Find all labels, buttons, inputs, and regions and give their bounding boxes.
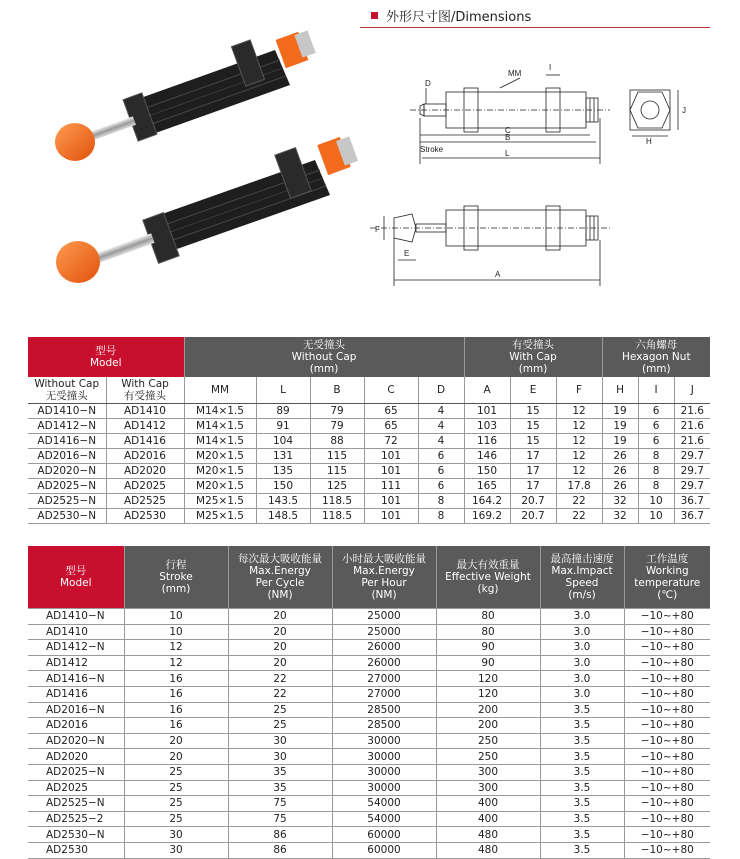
table-cell: 21.6 (674, 404, 710, 419)
table-cell: AD1412−N (28, 640, 124, 656)
table-cell: 22 (228, 686, 332, 702)
table-cell: −10~+80 (624, 780, 710, 796)
header-divider (360, 27, 710, 28)
table-cell: 6 (638, 419, 674, 434)
table-cell: AD1410 (106, 404, 184, 419)
table-cell: 25000 (332, 624, 436, 640)
t1-col-mm: MM (184, 377, 256, 404)
table-cell: AD2530−N (28, 827, 124, 843)
shock-absorber-top (55, 30, 316, 161)
table-cell: 35 (228, 764, 332, 780)
table-cell: 79 (310, 419, 364, 434)
t1-col-j: J (674, 377, 710, 404)
table-cell: 8 (638, 479, 674, 494)
table-cell: 165 (464, 479, 510, 494)
t1-col-f: F (556, 377, 602, 404)
table-cell: 101 (364, 509, 418, 524)
table-cell: 90 (436, 640, 540, 656)
t1-col-l: L (256, 377, 310, 404)
table-cell: 400 (436, 796, 540, 812)
table-cell: 12 (124, 655, 228, 671)
table-cell: 116 (464, 434, 510, 449)
t2-energy-hour-header: 小时最大吸收能量 Max.Energy Per Hour (NM) (332, 546, 436, 609)
table-cell: AD1416−N (28, 434, 106, 449)
table-cell: 3.5 (540, 749, 624, 765)
table-cell: 75 (228, 796, 332, 812)
table-cell: 3.0 (540, 640, 624, 656)
table-cell: M14×1.5 (184, 404, 256, 419)
label-a: A (495, 270, 501, 279)
table-cell: −10~+80 (624, 749, 710, 765)
drawing-top-view (410, 75, 678, 164)
t2-energy-cycle-header: 每次最大吸收能量 Max.Energy Per Cycle (NM) (228, 546, 332, 609)
table-cell: −10~+80 (624, 733, 710, 749)
table-cell: 20 (228, 655, 332, 671)
table-cell: 30 (228, 749, 332, 765)
table-cell: 80 (436, 624, 540, 640)
table-row (28, 434, 710, 449)
table-cell: −10~+80 (624, 686, 710, 702)
table-cell: 36.7 (674, 494, 710, 509)
t1-col-b: B (310, 377, 364, 404)
table-cell: 22 (556, 509, 602, 524)
table-cell: 6 (418, 464, 464, 479)
table-row (28, 827, 710, 843)
table-cell: 30 (228, 733, 332, 749)
table-cell: 300 (436, 780, 540, 796)
table-cell: 30000 (332, 749, 436, 765)
table-cell: 30000 (332, 733, 436, 749)
table-cell: 120 (436, 671, 540, 687)
table-cell: 35 (228, 780, 332, 796)
table-cell: AD2530−N (28, 509, 106, 524)
table-cell: 480 (436, 827, 540, 843)
table-cell: 4 (418, 419, 464, 434)
table-row (28, 449, 710, 464)
table-cell: 8 (638, 449, 674, 464)
table-cell: 29.7 (674, 464, 710, 479)
table-cell: 3.0 (540, 655, 624, 671)
table-cell: 3.5 (540, 764, 624, 780)
table-row (28, 780, 710, 796)
shock-absorber-product-image (40, 30, 360, 320)
table-cell: 120 (436, 686, 540, 702)
table-cell: 16 (124, 702, 228, 718)
table-cell: AD2525 (106, 494, 184, 509)
table-row (28, 655, 710, 671)
drawing-bottom-view (370, 206, 610, 286)
table-cell: 6 (418, 449, 464, 464)
table-cell: 21.6 (674, 434, 710, 449)
table-cell: M20×1.5 (184, 449, 256, 464)
table-cell: 135 (256, 464, 310, 479)
table-cell: 200 (436, 702, 540, 718)
table-cell: 21.6 (674, 419, 710, 434)
table-cell: 101 (464, 404, 510, 419)
table-cell: 25000 (332, 609, 436, 625)
table-cell: 91 (256, 419, 310, 434)
table-cell: 8 (418, 509, 464, 524)
table-cell: 169.2 (464, 509, 510, 524)
label-h: H (646, 137, 652, 146)
table-cell: 10 (638, 509, 674, 524)
dimensions-table (28, 337, 710, 524)
table-cell: 150 (256, 479, 310, 494)
table-cell: 25 (124, 780, 228, 796)
table-row (28, 479, 710, 494)
t2-weight-header: 最大有效重量 Effective Weight (kg) (436, 546, 540, 609)
table-row (28, 764, 710, 780)
table-cell: 115 (310, 464, 364, 479)
table-cell: 27000 (332, 686, 436, 702)
t1-col-with-cap: With Cap 有受撞头 (106, 377, 184, 404)
table-cell: 3.0 (540, 609, 624, 625)
table-row (28, 494, 710, 509)
table-cell: 17 (510, 479, 556, 494)
table-cell: AD1410−N (28, 404, 106, 419)
table-cell: 480 (436, 842, 540, 858)
table-cell: 26000 (332, 640, 436, 656)
table-row (28, 842, 710, 858)
table-cell: 30000 (332, 764, 436, 780)
table-cell: 20 (228, 609, 332, 625)
table-cell: 90 (436, 655, 540, 671)
table-cell: 200 (436, 718, 540, 734)
table-cell: 79 (310, 404, 364, 419)
table-cell: 65 (364, 404, 418, 419)
table-row (28, 718, 710, 734)
table-cell: 101 (364, 494, 418, 509)
label-j: J (682, 106, 686, 115)
table-cell: AD2525−2 (28, 811, 124, 827)
table-cell: 4 (418, 404, 464, 419)
table-cell: 15 (510, 419, 556, 434)
table-cell: 32 (602, 494, 638, 509)
t2-model-header: 型号 Model (28, 546, 124, 609)
table-cell: −10~+80 (624, 796, 710, 812)
table-cell: M25×1.5 (184, 509, 256, 524)
table-cell: 12 (556, 419, 602, 434)
table-cell: 118.5 (310, 494, 364, 509)
table-cell: 143.5 (256, 494, 310, 509)
table-cell: AD2020 (106, 464, 184, 479)
table-cell: 6 (418, 479, 464, 494)
table-cell: 300 (436, 764, 540, 780)
table-cell: 3.5 (540, 733, 624, 749)
table-cell: 25 (228, 718, 332, 734)
table-cell: AD2016−N (28, 702, 124, 718)
table-cell: M14×1.5 (184, 419, 256, 434)
table-cell: AD2525−N (28, 796, 124, 812)
table-cell: 250 (436, 749, 540, 765)
table-row (28, 702, 710, 718)
section-header (371, 5, 531, 25)
table-cell: AD2530 (28, 842, 124, 858)
table-cell: M25×1.5 (184, 494, 256, 509)
label-l: L (505, 149, 510, 158)
table-cell: 6 (638, 434, 674, 449)
table-cell: 111 (364, 479, 418, 494)
table-row (28, 811, 710, 827)
table-cell: 30 (124, 842, 228, 858)
table-cell: AD2016 (28, 718, 124, 734)
table-cell: −10~+80 (624, 655, 710, 671)
table-row (28, 686, 710, 702)
table-cell: AD2530 (106, 509, 184, 524)
table-cell: 3.5 (540, 842, 624, 858)
table-cell: 86 (228, 842, 332, 858)
table-cell: 3.5 (540, 780, 624, 796)
t1-col-h: H (602, 377, 638, 404)
table-cell: 60000 (332, 827, 436, 843)
t1-col-d: D (418, 377, 464, 404)
table-cell: −10~+80 (624, 811, 710, 827)
table-cell: AD2020−N (28, 464, 106, 479)
table-cell: 20.7 (510, 509, 556, 524)
table-cell: 12 (556, 434, 602, 449)
table-cell: 12 (124, 640, 228, 656)
table-cell: 101 (364, 464, 418, 479)
table-cell: AD1412 (106, 419, 184, 434)
table-cell: 10 (124, 609, 228, 625)
table-cell: 103 (464, 419, 510, 434)
table-cell: 28500 (332, 702, 436, 718)
shock-absorber-bottom (56, 136, 358, 283)
table-cell: 54000 (332, 796, 436, 812)
table-cell: 10 (124, 624, 228, 640)
table-cell: 72 (364, 434, 418, 449)
table-cell: 104 (256, 434, 310, 449)
table-row (28, 640, 710, 656)
table-cell: 29.7 (674, 449, 710, 464)
table-cell: 86 (228, 827, 332, 843)
table-cell: 19 (602, 419, 638, 434)
table-cell: 29.7 (674, 479, 710, 494)
table-row (28, 419, 710, 434)
table-cell: 10 (638, 494, 674, 509)
table-cell: AD2016−N (28, 449, 106, 464)
table-cell: −10~+80 (624, 842, 710, 858)
table-cell: 20.7 (510, 494, 556, 509)
table-cell: 60000 (332, 842, 436, 858)
table-cell: 3.5 (540, 827, 624, 843)
table-cell: M20×1.5 (184, 479, 256, 494)
table-cell: 3.5 (540, 796, 624, 812)
table-cell: 16 (124, 718, 228, 734)
table-cell: 20 (228, 624, 332, 640)
table-cell: 25 (228, 702, 332, 718)
table-cell: 150 (464, 464, 510, 479)
table-cell: 25 (124, 811, 228, 827)
table-cell: −10~+80 (624, 624, 710, 640)
table-cell: 16 (124, 671, 228, 687)
table-row (28, 404, 710, 419)
table-cell: 164.2 (464, 494, 510, 509)
table-cell: 6 (638, 404, 674, 419)
table-row (28, 671, 710, 687)
table-cell: 80 (436, 609, 540, 625)
table-cell: 25 (124, 796, 228, 812)
table-cell: 148.5 (256, 509, 310, 524)
table-cell: 17 (510, 449, 556, 464)
label-f: F (375, 225, 380, 234)
table1-body (28, 404, 710, 524)
table-cell: AD1416−N (28, 671, 124, 687)
table-cell: 3.5 (540, 718, 624, 734)
table-cell: AD1410 (28, 624, 124, 640)
table-cell: −10~+80 (624, 764, 710, 780)
t1-col-a: A (464, 377, 510, 404)
table-cell: AD1412−N (28, 419, 106, 434)
performance-table (28, 546, 710, 859)
table-cell: M20×1.5 (184, 464, 256, 479)
table2-header-row (28, 546, 710, 609)
table-cell: 101 (364, 449, 418, 464)
table-cell: 26 (602, 449, 638, 464)
table-cell: 89 (256, 404, 310, 419)
table-cell: AD2025−N (28, 479, 106, 494)
table-cell: AD2025−N (28, 764, 124, 780)
table-cell: 12 (556, 404, 602, 419)
table-cell: −10~+80 (624, 827, 710, 843)
table-cell: −10~+80 (624, 609, 710, 625)
t1-hex-nut-header: 六角螺母 Hexagon Nut (mm) (602, 337, 710, 377)
table-cell: AD1410−N (28, 609, 124, 625)
label-c: C (505, 126, 511, 135)
table1-column-header-row (28, 377, 710, 404)
table-cell: 28500 (332, 718, 436, 734)
table-cell: 400 (436, 811, 540, 827)
table-cell: 75 (228, 811, 332, 827)
table-cell: AD2025 (28, 780, 124, 796)
table-cell: 4 (418, 434, 464, 449)
table-cell: 26 (602, 479, 638, 494)
label-mm: MM (508, 69, 522, 78)
table-cell: AD1416 (28, 686, 124, 702)
table-cell: M14×1.5 (184, 434, 256, 449)
table-cell: 32 (602, 509, 638, 524)
table-cell: 30000 (332, 780, 436, 796)
t1-with-cap-header: 有受撞头 With Cap (mm) (464, 337, 602, 377)
table-row (28, 749, 710, 765)
label-d: D (425, 79, 431, 88)
table-cell: 250 (436, 733, 540, 749)
table-cell: 54000 (332, 811, 436, 827)
table-cell: 17 (510, 464, 556, 479)
t1-model-header: 型号 Model (28, 337, 184, 377)
table-cell: 26000 (332, 655, 436, 671)
t2-stroke-header: 行程 Stroke (mm) (124, 546, 228, 609)
table-cell: 115 (310, 449, 364, 464)
dimension-drawing (360, 40, 720, 300)
table-cell: 3.5 (540, 811, 624, 827)
t1-col-without-cap: Without Cap 无受撞头 (28, 377, 106, 404)
table-cell: 19 (602, 404, 638, 419)
bullet-square-icon (371, 12, 378, 19)
table2-body (28, 609, 710, 859)
t1-col-e: E (510, 377, 556, 404)
table-cell: 36.7 (674, 509, 710, 524)
table-cell: 12 (556, 449, 602, 464)
table-cell: 8 (638, 464, 674, 479)
table-cell: 131 (256, 449, 310, 464)
table-cell: 25 (124, 764, 228, 780)
table-cell: 22 (228, 671, 332, 687)
table-cell: 17.8 (556, 479, 602, 494)
table-cell: 15 (510, 434, 556, 449)
t2-temperature-header: 工作温度 Working temperature (℃) (624, 546, 710, 609)
table-cell: 12 (556, 464, 602, 479)
table-cell: −10~+80 (624, 702, 710, 718)
t1-col-c: C (364, 377, 418, 404)
table-cell: AD2020 (28, 749, 124, 765)
table-cell: 27000 (332, 671, 436, 687)
table-cell: 16 (124, 686, 228, 702)
table-cell: AD2020−N (28, 733, 124, 749)
table-cell: 8 (418, 494, 464, 509)
table-cell: AD1416 (106, 434, 184, 449)
label-stroke: Stroke (420, 145, 444, 154)
t2-speed-header: 最高撞击速度 Max.Impact Speed (m/s) (540, 546, 624, 609)
table-cell: 19 (602, 434, 638, 449)
table-cell: AD1412 (28, 655, 124, 671)
label-e: E (404, 249, 410, 258)
table-cell: AD2525−N (28, 494, 106, 509)
section-title: 外形尺寸图/Dimensions (386, 9, 532, 25)
table-row (28, 796, 710, 812)
table-cell: 15 (510, 404, 556, 419)
label-b: B (505, 133, 511, 142)
table-cell: −10~+80 (624, 671, 710, 687)
table-cell: AD2016 (106, 449, 184, 464)
table-row (28, 624, 710, 640)
table-cell: 20 (228, 640, 332, 656)
table-cell: 22 (556, 494, 602, 509)
label-i: I (549, 63, 552, 72)
table-cell: −10~+80 (624, 640, 710, 656)
table-cell: 125 (310, 479, 364, 494)
table-row (28, 609, 710, 625)
table-cell: 65 (364, 419, 418, 434)
table-cell: 26 (602, 464, 638, 479)
table-cell: 3.5 (540, 702, 624, 718)
table-row (28, 733, 710, 749)
t1-col-i: I (638, 377, 674, 404)
table-cell: 3.0 (540, 686, 624, 702)
table-cell: 88 (310, 434, 364, 449)
table1-group-header-row (28, 337, 710, 377)
table-cell: 3.0 (540, 624, 624, 640)
table-row (28, 509, 710, 524)
t1-without-cap-header: 无受撞头 Without Cap (mm) (184, 337, 464, 377)
table-cell: 146 (464, 449, 510, 464)
table-cell: 118.5 (310, 509, 364, 524)
table-row (28, 464, 710, 479)
table-cell: 20 (124, 749, 228, 765)
table-cell: −10~+80 (624, 718, 710, 734)
table-cell: 3.0 (540, 671, 624, 687)
table-cell: 30 (124, 827, 228, 843)
table-cell: 20 (124, 733, 228, 749)
table-cell: AD2025 (106, 479, 184, 494)
